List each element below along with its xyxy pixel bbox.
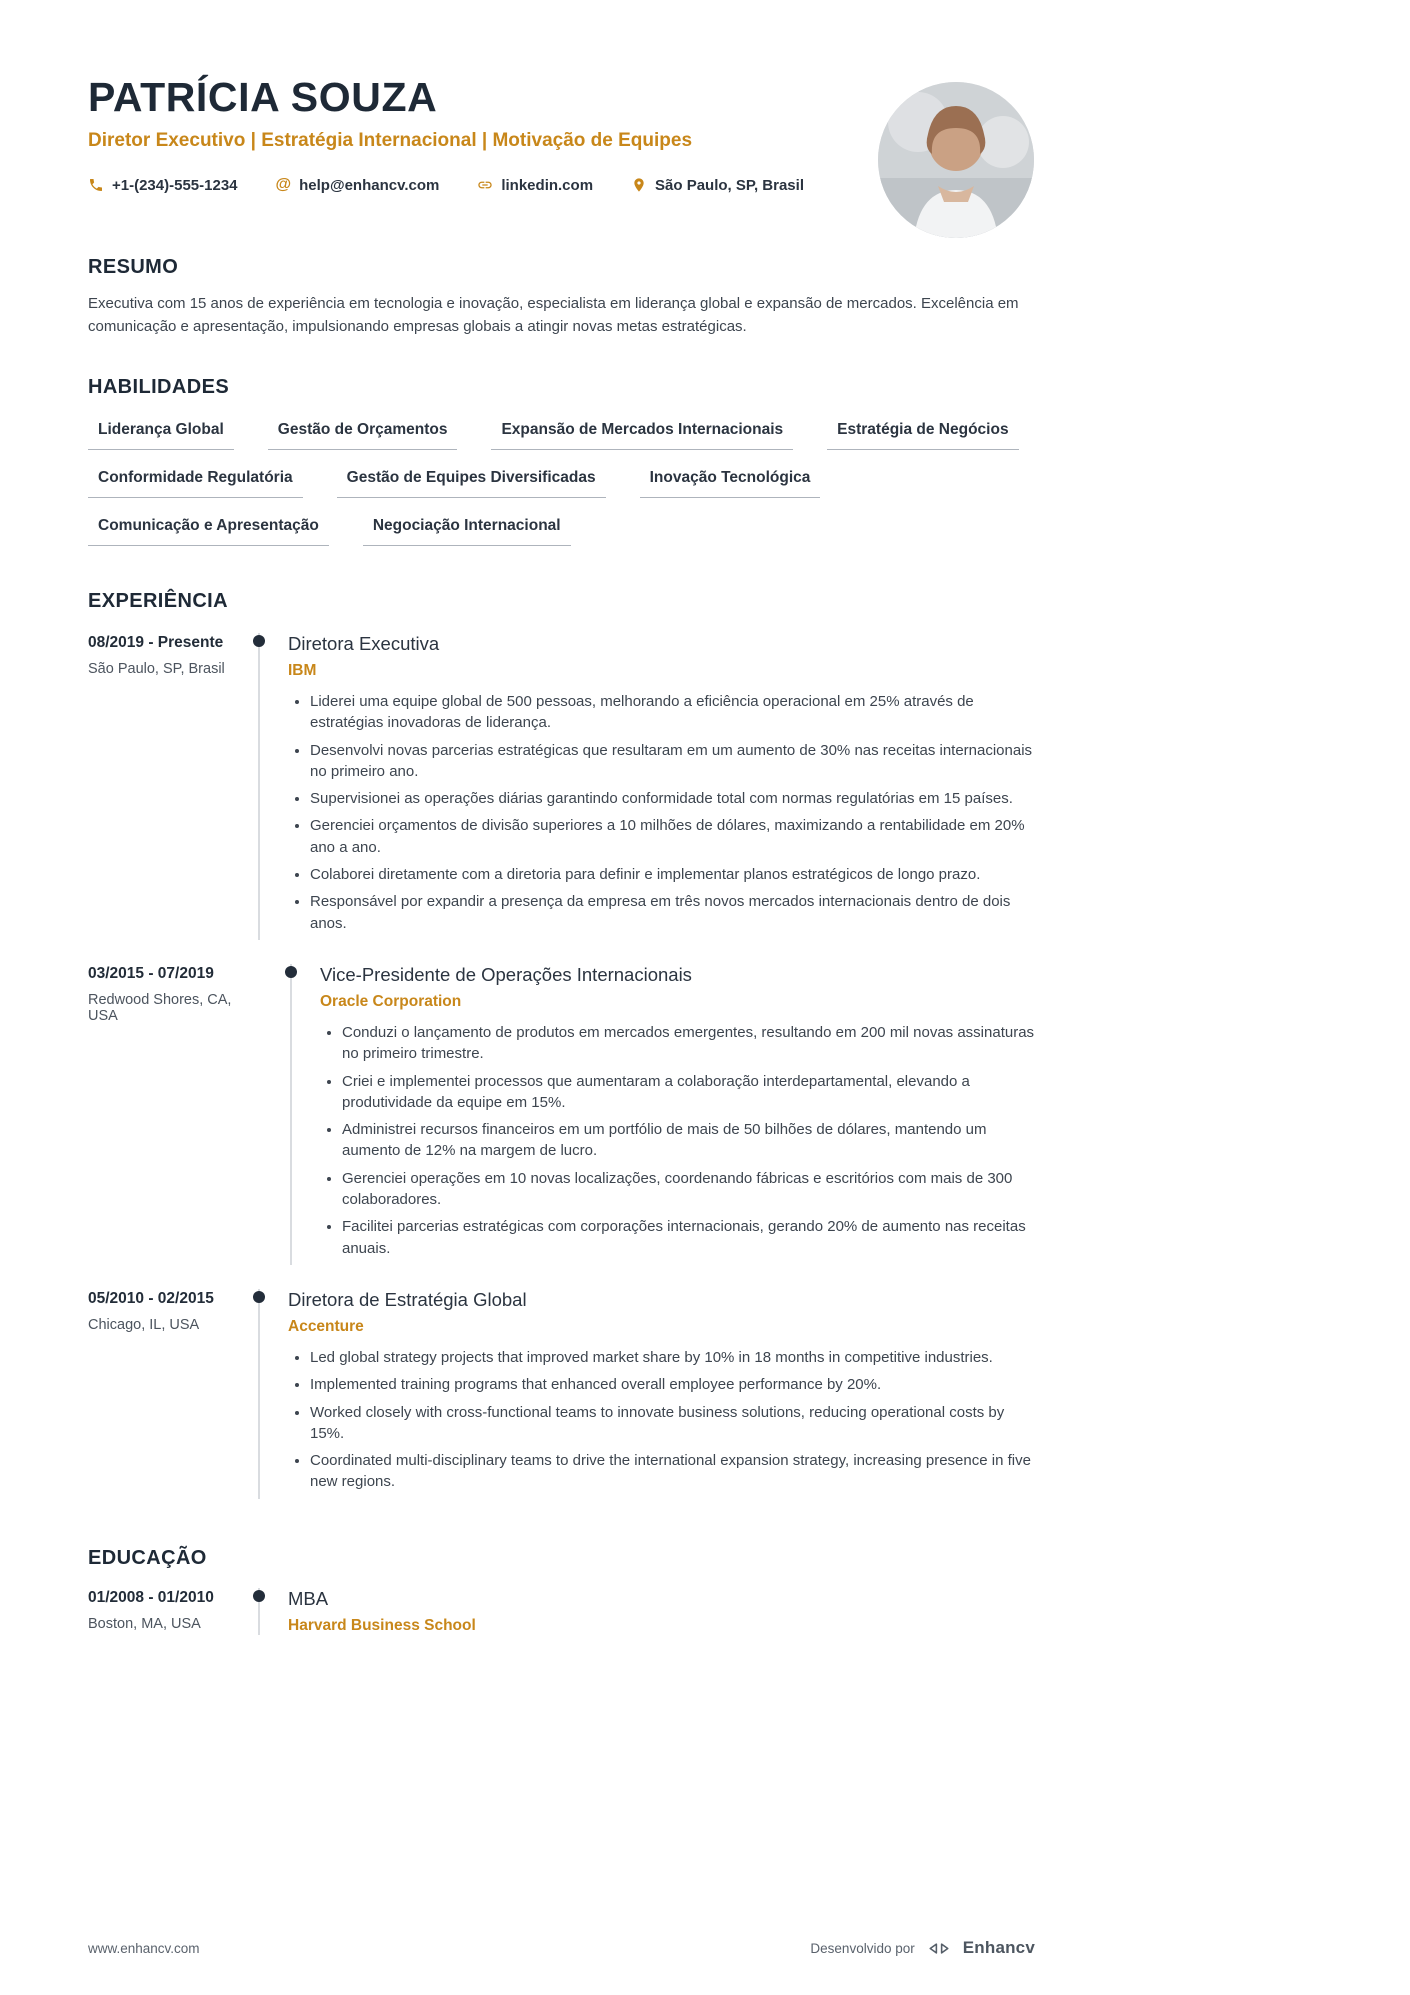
job-bullet: • Facilitei parcerias estratégicas com corporações internacionais, gerando 20% de aumento nas receitas anuais. (342, 1216, 1035, 1259)
skill-tag: Negociação Internacional (363, 517, 571, 546)
skill-tag: Expansão de Mercados Internacionais (491, 421, 793, 450)
entry-dates-column (88, 633, 258, 940)
education-entry (88, 1588, 1035, 1659)
job-dates: 08/2019 - Presente (88, 634, 224, 651)
person-name: PATRÍCIA SOUZA (88, 74, 438, 120)
job-bullets (288, 691, 1035, 934)
email-icon: @ (275, 176, 292, 193)
company-name: IBM (288, 662, 317, 679)
job-bullets (320, 1022, 1035, 1259)
entry-body (288, 1588, 1035, 1635)
timeline-rail (258, 1289, 260, 1499)
job-bullet: • Coordinated multi-disciplinary teams to drive the international expansion strategy, increasing presence in five new regions. (310, 1450, 1035, 1493)
education-dates: 01/2008 - 01/2010 (88, 1588, 214, 1606)
skill-tag: Gestão de Orçamentos (268, 421, 458, 450)
job-title: Diretora de Estratégia Global (288, 1288, 527, 1310)
phone-contact (88, 177, 238, 194)
job-bullet: • Colaborei diretamente com a diretoria para definir e implementar planos estratégicos de longo prazo. (310, 864, 1035, 885)
timeline-rail (258, 633, 260, 940)
entry-body (288, 1289, 1035, 1499)
job-bullet: • Worked closely with cross-functional teams to innovate business solutions, reducing operational costs by 15%. (310, 1402, 1035, 1445)
skill-tag: Gestão de Equipes Diversificadas (337, 469, 606, 498)
enhancv-brand-name: Enhancv (962, 1938, 1035, 1957)
job-bullet: • Gerenciei orçamentos de divisão superiores a 10 milhões de dólares, maximizando a rentabilidade em 20% ano a ano. (310, 815, 1035, 858)
email-contact[interactable] (276, 176, 440, 194)
resumo-text: Executiva com 15 anos de experiência em tecnologia e inovação, especialista em liderança global e expansão de mercados. Excelência em comunicação e apresentação, impulsionando empresas globais a atingir novas metas estratégicas. (88, 295, 1019, 335)
experience-entry (88, 1289, 1035, 1523)
linkedin-url: linkedin.com (501, 176, 594, 194)
entry-dates-column (88, 1588, 258, 1635)
location-text: São Paulo, SP, Brasil (655, 176, 804, 194)
footer (88, 1938, 1035, 1958)
education-entries (88, 1588, 1035, 1659)
section-educacao (88, 1547, 1035, 1659)
powered-by-label: Desenvolvido por (810, 1940, 915, 1956)
enhancv-logo-icon (925, 1940, 953, 1957)
job-bullet: • Criei e implementei processos que aumentaram a colaboração interdepartamental, elevando a produtividade da equipe em 15%. (342, 1071, 1035, 1114)
section-resumo (88, 256, 1035, 338)
link-icon (477, 177, 493, 193)
linkedin-contact[interactable] (477, 177, 593, 194)
entry-dates-column (88, 1289, 258, 1499)
educacao-heading: EDUCAÇÃO (88, 1546, 207, 1569)
phone-number: +1-(234)-555-1234 (112, 176, 238, 194)
experience-entries (88, 633, 1035, 1523)
job-bullet: • Led global strategy projects that improved market share by 10% in 18 months in competitive industries. (310, 1347, 1035, 1368)
job-dates: 05/2010 - 02/2015 (88, 1289, 214, 1307)
job-location: Chicago, IL, USA (88, 1316, 200, 1333)
headline: Diretor Executivo | Estratégia Internacional | Motivação de Equipes (88, 130, 693, 151)
job-bullet: • Supervisionei as operações diárias garantindo conformidade total com normas regulatórias em 15 países. (310, 788, 1035, 809)
job-location: Redwood Shores, CA, USA (88, 991, 232, 1024)
timeline-rail (258, 1588, 260, 1635)
job-title: Diretora Executiva (288, 633, 440, 654)
skill-tag: Liderança Global (88, 421, 234, 450)
job-dates: 03/2015 - 07/2019 (88, 964, 214, 982)
location-contact (631, 177, 804, 194)
habilidades-heading: HABILIDADES (88, 376, 230, 398)
resume-content (88, 0, 1035, 1659)
education-location: Boston, MA, USA (88, 1615, 201, 1632)
degree-title: MBA (288, 1587, 329, 1609)
section-experiencia (88, 590, 1035, 1523)
location-icon (631, 177, 647, 193)
footer-website[interactable]: www.enhancv.com (88, 1940, 200, 1956)
job-bullet: • Conduzi o lançamento de produtos em mercados emergentes, resultando em 200 mil novas assinaturas no primeiro trimestre. (342, 1022, 1035, 1065)
experience-entry (88, 964, 1035, 1289)
powered-by[interactable] (810, 1938, 1035, 1958)
contact-row (88, 176, 1035, 194)
company-name: Oracle Corporation (320, 992, 462, 1010)
entry-body (320, 964, 1035, 1265)
company-name: Accenture (288, 1317, 364, 1335)
resumo-heading: RESUMO (88, 256, 179, 278)
skill-tag: Conformidade Regulatória (88, 469, 303, 498)
job-bullet: • Administrei recursos financeiros em um portfólio de mais de 50 bilhões de dólares, mantendo um aumento de 12% na margem de lucro. (342, 1119, 1035, 1162)
experiencia-heading: EXPERIÊNCIA (88, 590, 228, 612)
entry-body (288, 633, 1035, 940)
phone-icon (88, 177, 104, 193)
job-location: São Paulo, SP, Brasil (88, 661, 225, 677)
header (88, 0, 1035, 194)
timeline-rail (290, 964, 292, 1265)
school-name: Harvard Business School (288, 1616, 476, 1634)
job-bullets (288, 1347, 1035, 1493)
job-title: Vice-Presidente de Operações Internacionais (320, 963, 692, 985)
job-bullet: • Responsável por expandir a presença da empresa em três novos mercados internacionais dentro de dois anos. (310, 891, 1035, 934)
skill-tag: Estratégia de Negócios (827, 421, 1018, 450)
job-bullet: • Liderei uma equipe global de 500 pessoas, melhorando a eficiência operacional em 25% através de estratégias inovadoras de liderança. (310, 691, 1035, 734)
skill-tag: Comunicação e Apresentação (88, 517, 329, 546)
email-address: help@enhancv.com (299, 176, 440, 194)
section-habilidades (88, 376, 1035, 546)
skills-list (88, 421, 1035, 546)
job-bullet: • Implemented training programs that enhanced overall employee performance by 20%. (310, 1374, 1035, 1395)
experience-entry (88, 633, 1035, 964)
skill-tag: Inovação Tecnológica (640, 469, 821, 498)
job-bullet: • Gerenciei operações em 10 novas localizações, coordenando fábricas e escritórios com mais de 300 colaboradores. (342, 1168, 1035, 1211)
entry-dates-column (88, 964, 258, 1265)
job-bullet: • Desenvolvi novas parcerias estratégicas que resultaram em um aumento de 30% nas receitas internacionais no primeiro ano. (310, 740, 1035, 783)
